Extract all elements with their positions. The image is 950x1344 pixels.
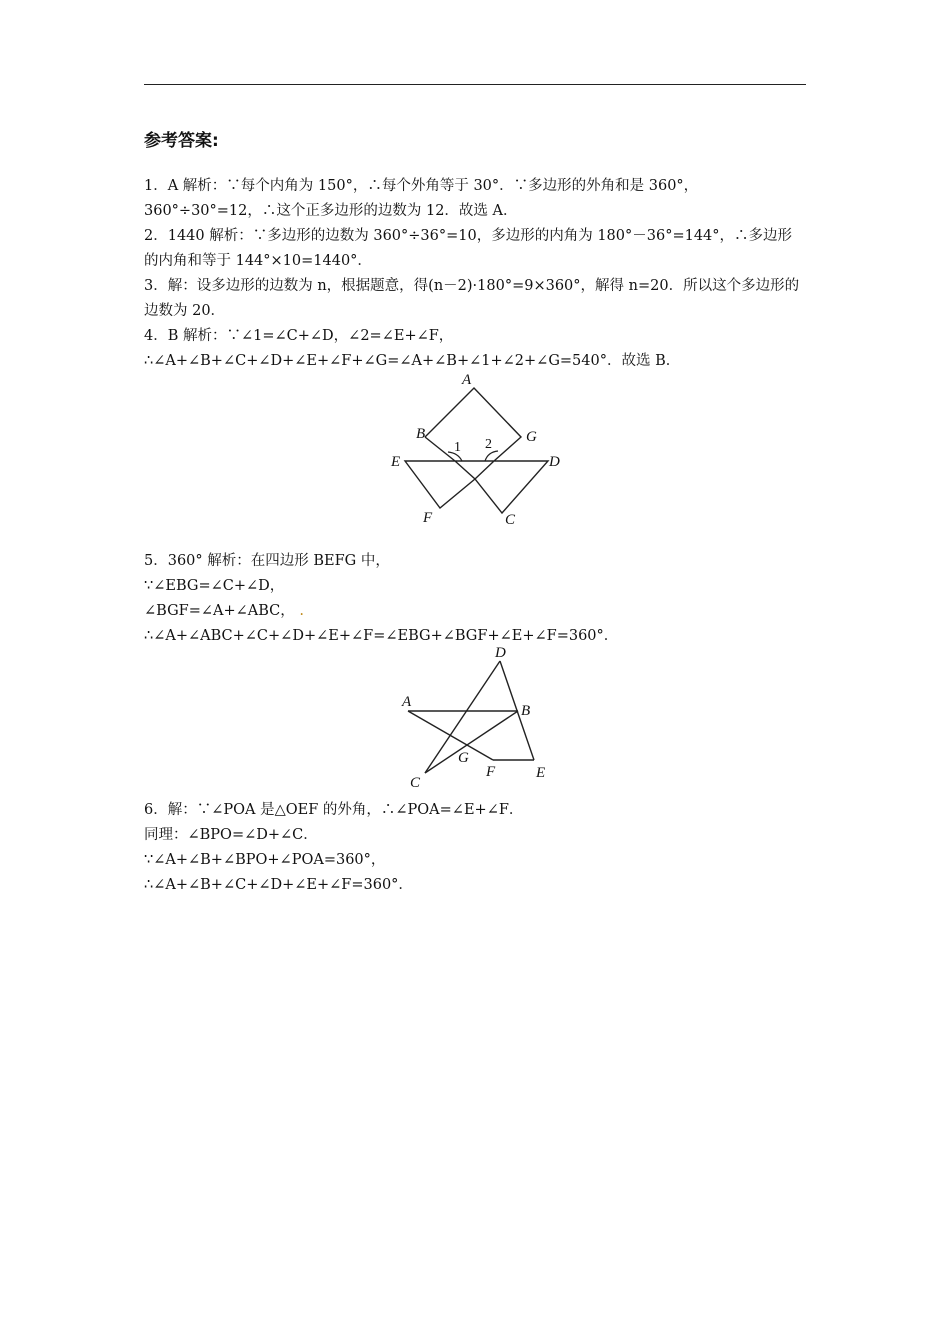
- answer-5-line-3-text: ∠BGF=∠A+∠ABC，: [144, 603, 295, 619]
- fig1-label-g: G: [526, 429, 537, 445]
- figure-1-diagram: [380, 370, 580, 535]
- fig2-label-f: F: [486, 764, 496, 780]
- fig2-label-c: C: [410, 775, 421, 790]
- answer-4-line-2: ∴∠A+∠B+∠C+∠D+∠E+∠F+∠G=∠A+∠B+∠1+∠2+∠G=540°．故选 B．: [144, 353, 681, 369]
- fig2-label-a: A: [402, 694, 412, 710]
- answer-5-line-4: ∴∠A+∠ABC+∠C+∠D+∠E+∠F=∠EBG+∠BGF+∠E+∠F=360°．: [144, 628, 619, 644]
- answer-5-line-3: [144, 601, 808, 621]
- answer-1-line-2: 360°÷30°=12，∴这个正多边形的边数为 12．故选 A．: [144, 203, 518, 219]
- header-rule: [144, 84, 806, 85]
- answer-5-line-2: ∵∠EBG=∠C+∠D，: [144, 578, 285, 594]
- answer-2-line-1: 2．1440 解析：∵多边形的边数为 360°÷36°=10，多边形的内角为 180°－36°=144°，∴多边形: [144, 228, 793, 244]
- fig2-label-b: B: [521, 703, 531, 719]
- fig2-label-d: D: [495, 645, 506, 661]
- answer-2-line-2: 的内角和等于 144°×10=1440°．: [144, 253, 372, 269]
- answer-6-line-3: ∵∠A+∠B+∠BPO+∠POA=360°，: [144, 852, 386, 868]
- answer-6-line-4: ∴∠A+∠B+∠C+∠D+∠E+∠F=360°．: [144, 877, 413, 893]
- answer-1-line-1: 1．A 解析：∵每个内角为 150°，∴每个外角等于 30°．∵多边形的外角和是 360°，: [144, 178, 699, 194]
- fig2-label-g: G: [458, 750, 469, 766]
- fig2-label-e: E: [536, 765, 546, 781]
- stray-dot: .: [299, 603, 304, 619]
- figure-2-diagram: [395, 640, 560, 790]
- fig1-label-b: B: [416, 426, 426, 442]
- fig1-segment-bg: [405, 388, 548, 513]
- answer-3-line-1: 3．解：设多边形的边数为 n，根据题意，得(n－2)·180°=9×360°，解得 n=20．所以这个多边形的: [144, 278, 800, 294]
- answer-4-line-1: 4．B 解析：∵∠1=∠C+∠D，∠2=∠E+∠F，: [144, 328, 454, 344]
- fig1-label-f: F: [423, 510, 433, 526]
- answer-6-line-1: 6．解：∵∠POA 是△OEF 的外角，∴∠POA=∠E+∠F．: [144, 802, 524, 818]
- fig1-label-a: A: [462, 372, 472, 388]
- answers-heading: 参考答案:: [144, 131, 219, 151]
- fig1-label-e: E: [391, 454, 401, 470]
- answer-6-line-2: 同理：∠BPO=∠D+∠C．: [144, 827, 318, 843]
- fig1-label-c: C: [505, 512, 516, 528]
- answer-5-line-1: 5．360° 解析：在四边形 BEFG 中，: [144, 553, 390, 569]
- answer-3-line-2: 边数为 20．: [144, 303, 226, 319]
- fig1-label-1: 1: [454, 440, 461, 455]
- fig1-label-d: D: [549, 454, 560, 470]
- fig1-label-2: 2: [485, 437, 492, 452]
